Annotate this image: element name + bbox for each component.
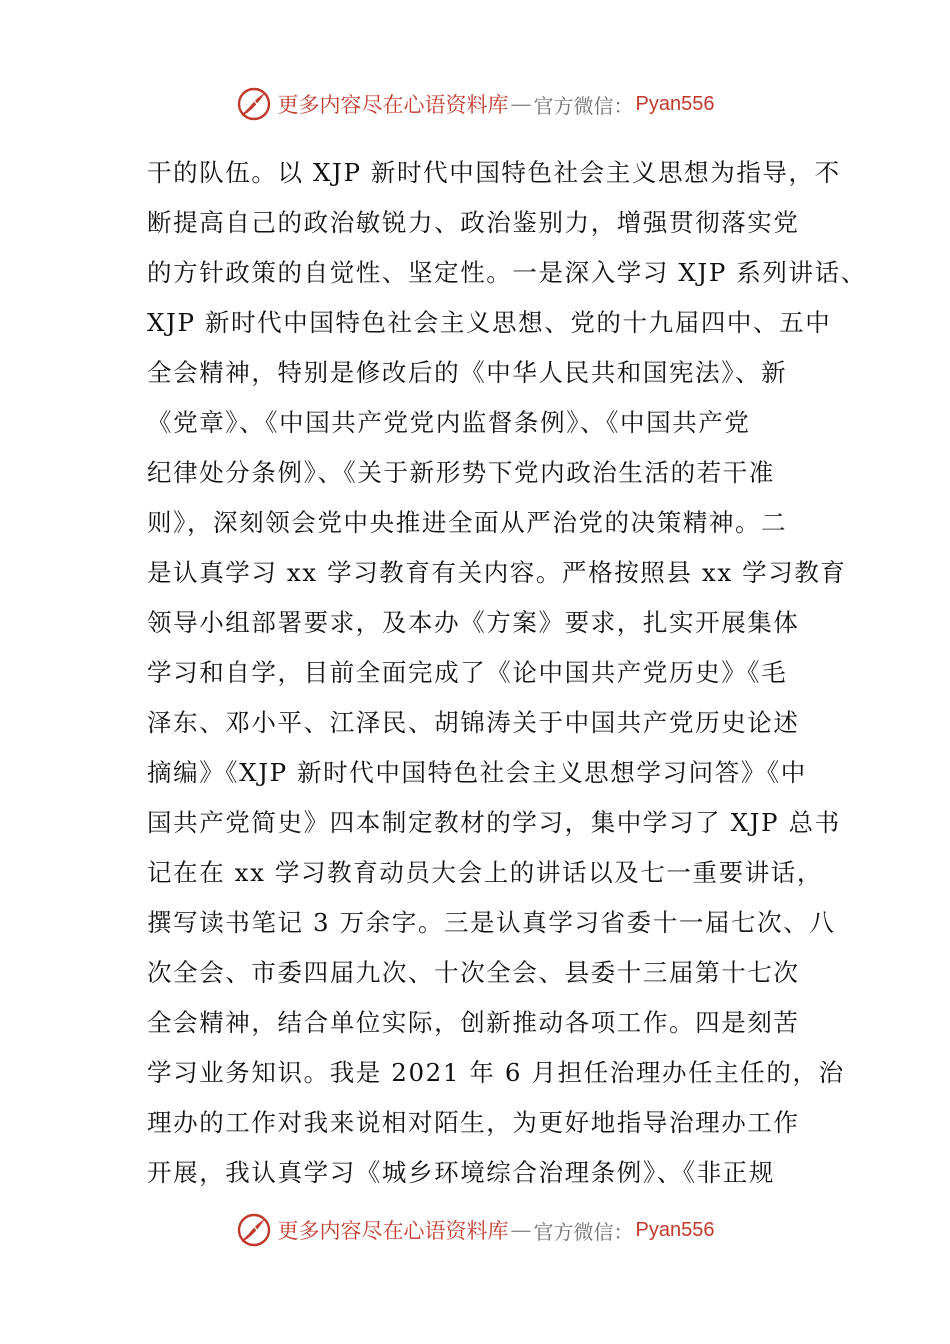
text-line: 断提高自己的政治敏锐力、政治鉴别力，增强贯彻落实党 — [147, 208, 800, 237]
text-line: 的方针政策的自觉性、坚定性。一是深入学习 XJP 系列讲话、 — [147, 258, 867, 287]
brand-text: 更多内容尽在心语资料库 — [277, 93, 509, 117]
brand-separator: — — [510, 92, 532, 116]
text-line: 撰写读书笔记 3 万余字。三是认真学习省委十一届七次、八 — [147, 908, 836, 937]
wechat-label: 官方微信： — [533, 93, 634, 118]
text-line: 次全会、市委四届九次、十次全会、县委十三届第十七次 — [147, 958, 800, 987]
quill-logo-icon — [236, 86, 272, 122]
text-line: 开展，我认真学习《城乡环境综合治理条例》、《非正规 — [147, 1158, 775, 1187]
text-line: 记在在 xx 学习教育动员大会上的讲话以及七一重要讲话， — [147, 858, 824, 887]
text-line: 干的队伍。以 XJP 新时代中国特色社会主义思想为指导，不 — [147, 158, 841, 187]
text-line: 泽东、邓小平、江泽民、胡锦涛关于中国共产党历史论述 — [147, 708, 800, 737]
text-line: 是认真学习 xx 学习教育有关内容。严格按照县 xx 学习教育 — [147, 558, 847, 587]
text-line: 学习和自学，目前全面完成了《论中国共产党历史》《毛 — [147, 658, 788, 687]
text-line: 理办的工作对我来说相对陌生，为更好地指导治理办工作 — [147, 1108, 800, 1137]
quill-logo-icon — [236, 1212, 272, 1248]
text-line: 国共产党简史》四本制定教材的学习，集中学习了 XJP 总书 — [147, 808, 841, 837]
text-line: 学习业务知识。我是 2021 年 6 月担任治理办任主任的，治 — [147, 1058, 845, 1087]
document-body — [147, 148, 867, 1198]
text-line: 《党章》、《中国共产党党内监督条例》、《中国共产党 — [147, 408, 751, 437]
wechat-id: Pyan556 — [635, 1218, 715, 1241]
text-line: 全会精神，特别是修改后的《中华人民共和国宪法》、新 — [147, 358, 788, 387]
text-line: 全会精神，结合单位实际，创新推动各项工作。四是刻苦 — [147, 1008, 800, 1037]
text-line: 则》，深刻领会党中央推进全面从严治党的决策精神。二 — [147, 508, 788, 537]
wechat-label: 官方微信： — [533, 1219, 634, 1244]
text-line: XJP 新时代中国特色社会主义思想、党的十九届四中、五中 — [147, 308, 832, 337]
header-watermark — [0, 84, 950, 124]
brand-text: 更多内容尽在心语资料库 — [277, 1219, 509, 1243]
footer-watermark — [0, 1210, 950, 1250]
wechat-id: Pyan556 — [635, 92, 715, 115]
text-line: 纪律处分条例》、《关于新形势下党内政治生活的若干准 — [147, 458, 775, 487]
text-line: 摘编》《XJP 新时代中国特色社会主义思想学习问答》《中 — [147, 758, 807, 787]
brand-separator: — — [510, 1218, 532, 1242]
text-line: 领导小组部署要求，及本办《方案》要求，扎实开展集体 — [147, 608, 800, 637]
